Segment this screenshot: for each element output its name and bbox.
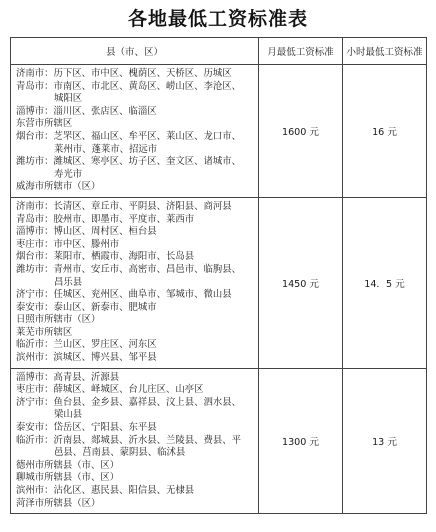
- region-line: 济南市：历下区、市中区、槐荫区、天桥区、历城区: [16, 68, 232, 79]
- region-line: 滨州市：滨城区、博兴县、邹平县: [16, 352, 157, 364]
- region-line: 烟台市：莱阳市、栖霞市、海阳市、长岛县: [16, 251, 195, 263]
- tier-row-2: [11, 197, 427, 368]
- region-line: 寿光市: [54, 168, 83, 180]
- tier-3-hourly-wage: 13 元: [343, 368, 427, 514]
- header-hourly: 小时最低工资标准: [343, 38, 427, 65]
- region-line: 东营市所辖区: [16, 118, 73, 130]
- region-line: 菏泽市所辖县（区）: [16, 497, 101, 509]
- tier-1-hourly-wage: 16 元: [343, 65, 427, 198]
- region-line: 梁山县: [54, 409, 83, 421]
- region-line: 莱州市、蓬莱市、招远市: [54, 143, 158, 155]
- region-line: 青岛市：胶州市、即墨市、平度市、莱西市: [16, 213, 195, 225]
- page-title: 各地最低工资标准表: [127, 8, 308, 30]
- region-line: 淄博市：高青县、沂源县: [16, 371, 120, 383]
- header-monthly: 月最低工资标准: [259, 38, 343, 65]
- tier-row-1: [11, 65, 427, 198]
- tier-2-monthly-wage: 1450 元: [259, 197, 343, 368]
- region-line: 淄博市：淄川区、张店区、临淄区: [16, 105, 157, 117]
- tier-3-regions: [11, 368, 259, 514]
- wage-table: [10, 37, 427, 514]
- region-line: 泰安市：泰山区、新泰市、肥城市: [16, 301, 157, 313]
- region-line: 临沂市：沂南县、郯城县、沂水县、兰陵县、费县、平: [16, 434, 242, 446]
- tier-2-hourly-wage: 14．5 元: [343, 197, 427, 368]
- region-line: 济宁市：鱼台县、金乡县、嘉祥县、汶上县、泗水县、: [16, 396, 242, 408]
- table-header-row: [11, 38, 427, 65]
- region-line: 莱芜市所辖区: [16, 326, 73, 338]
- region-line: 潍坊市：青州市、安丘市、高密市、昌邑市、临朐县、: [16, 263, 242, 275]
- region-line: 烟台市：芝罘区、福山区、牟平区、莱山区、龙口市、: [16, 130, 242, 142]
- region-line: 青岛市：市南区、市北区、黄岛区、崂山区、李沧区、: [16, 80, 242, 92]
- region-line: 潍坊市：潍城区、寒亭区、坊子区、奎文区、诸城市、: [16, 156, 242, 168]
- region-line: 临沂市：兰山区、罗庄区、河东区: [16, 339, 157, 351]
- tier-row-3: [11, 368, 427, 514]
- tier-1-monthly-wage: 1600 元: [259, 65, 343, 198]
- region-line: 城阳区: [54, 93, 83, 105]
- region-line: 日照市所辖市（区）: [16, 314, 101, 326]
- region-line: 枣庄市：薛城区、峄城区、台儿庄区、山亭区: [16, 384, 204, 396]
- header-region: 县（市、区）: [11, 38, 259, 65]
- tier-1-regions: [11, 65, 259, 198]
- region-line: 聊城市所辖县（市、区）: [16, 472, 120, 484]
- region-line: 昌乐县: [54, 276, 83, 288]
- region-line: 济宁市：任城区、兖州区、曲阜市、邹城市、微山县: [16, 289, 232, 301]
- tier-2-regions: [11, 197, 259, 368]
- region-line: 枣庄市：市中区、滕州市: [16, 238, 120, 250]
- region-line: 威海市所辖市（区）: [16, 181, 101, 193]
- region-line: 德州市所辖县（市、区）: [16, 459, 120, 471]
- region-line: 淄博市：博山区、周村区、桓台县: [16, 226, 157, 238]
- region-line: 邑县、莒南县、蒙阴县、临沭县: [54, 447, 186, 459]
- region-line: 济南市：长清区、章丘市、平阴县、济阳县、商河县: [16, 200, 232, 212]
- tier-3-monthly-wage: 1300 元: [259, 368, 343, 514]
- region-line: 滨州市：沾化区、惠民县、阳信县、无棣县: [16, 485, 195, 496]
- region-line: 泰安市：岱岳区、宁阳县、东平县: [16, 422, 157, 434]
